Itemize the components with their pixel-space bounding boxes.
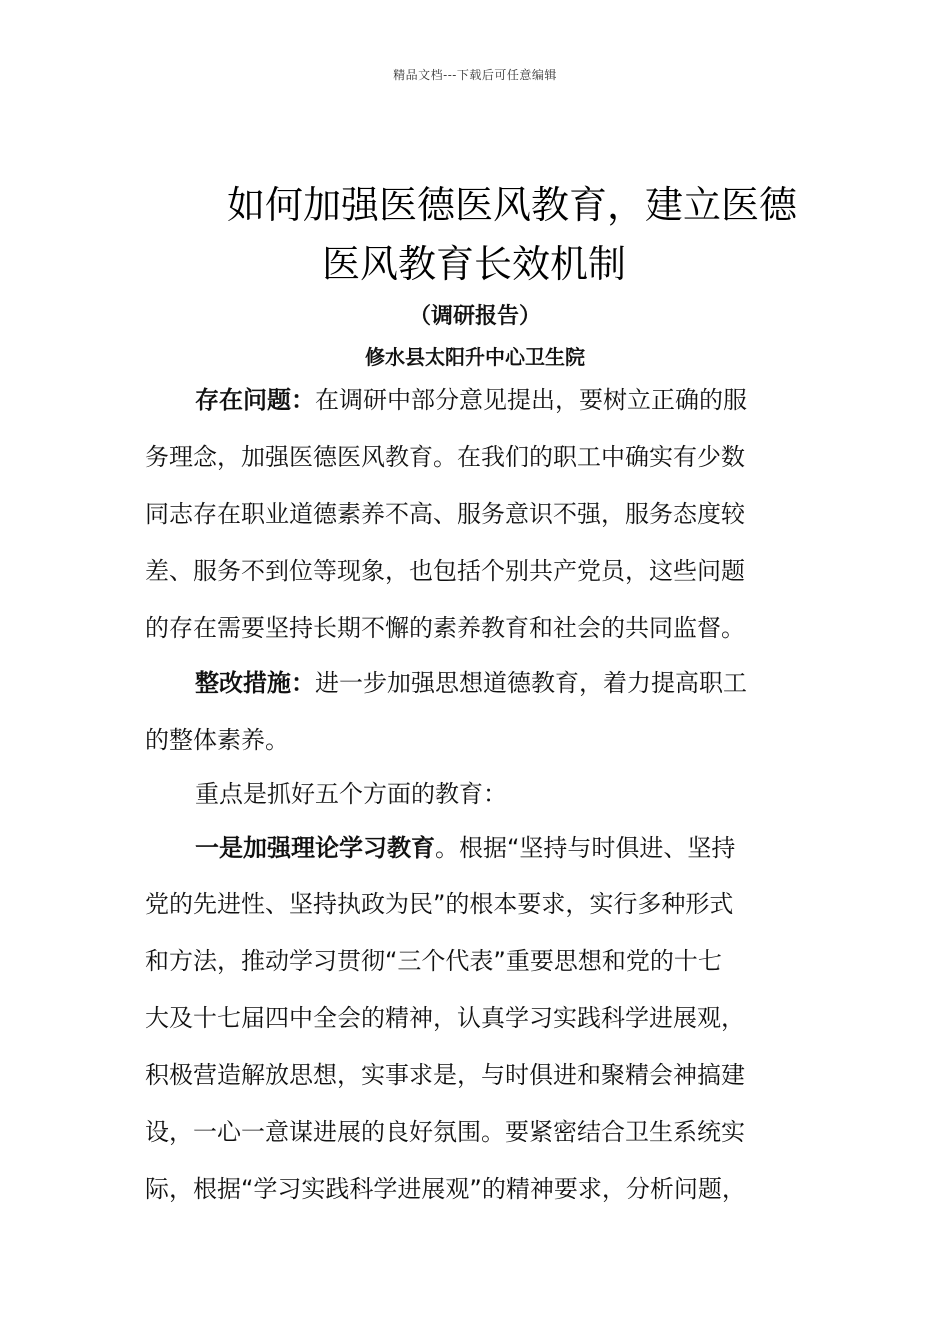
paragraph-theory-line-4: 大及十七届四中全会的精神，认真学习实践科学进展观， bbox=[145, 1004, 745, 1032]
issues-heading: 存在问题： bbox=[195, 386, 315, 414]
paragraph-measures-line-1 bbox=[195, 667, 747, 699]
organization-name: 修水县太阳升中心卫生院 bbox=[365, 345, 585, 369]
issues-text: 在调研中部分意见提出，要树立正确的服 bbox=[315, 386, 747, 414]
paragraph-issues-line-2: 务理念，加强医德医风教育。在我们的职工中确实有少数 bbox=[145, 443, 745, 471]
paragraph-theory-line-5: 积极营造解放思想，实事求是，与时俱进和聚精会神搞建 bbox=[145, 1061, 745, 1089]
paragraph-issues-line-1 bbox=[195, 384, 747, 416]
paragraph-focus-line-1: 重点是抓好五个方面的教育： bbox=[195, 780, 507, 808]
document-title-line-1: 如何加强医德医风教育，建立医德 bbox=[227, 183, 798, 227]
paragraph-issues-line-3: 同志存在职业道德素养不高、服务意识不强，服务态度较 bbox=[145, 500, 745, 528]
paragraph-theory-line-2: 党的先进性、坚持执政为民”的根本要求，实行多种形式 bbox=[145, 890, 734, 918]
theory-text: 。根据“坚持与时俱进、坚持 bbox=[435, 834, 736, 862]
paragraph-measures-line-2: 的整体素养。 bbox=[145, 726, 289, 754]
paragraph-theory-line-7: 际，根据“学习实践科学进展观”的精神要求，分析问题， bbox=[145, 1175, 746, 1203]
header-note: 精品文档---下载后可任意编辑 bbox=[393, 68, 557, 82]
paragraph-theory-line-3: 和方法，推动学习贯彻“三个代表”重要思想和党的十七 bbox=[145, 947, 722, 975]
paragraph-theory-line-1 bbox=[195, 832, 735, 864]
document-subtitle: （调研报告） bbox=[408, 304, 541, 329]
paragraph-theory-line-6: 设，一心一意谋进展的良好氛围。要紧密结合卫生系统实 bbox=[145, 1118, 745, 1146]
measures-heading: 整改措施： bbox=[195, 669, 315, 697]
document-title-line-2: 医风教育长效机制 bbox=[322, 242, 627, 286]
theory-heading: 一是加强理论学习教育 bbox=[195, 834, 435, 862]
paragraph-issues-line-4: 差、服务不到位等现象，也包括个别共产党员，这些问题 bbox=[145, 557, 745, 585]
paragraph-issues-line-5: 的存在需要坚持长期不懈的素养教育和社会的共同监督。 bbox=[145, 614, 745, 642]
measures-text: 进一步加强思想道德教育，着力提高职工 bbox=[315, 669, 747, 697]
